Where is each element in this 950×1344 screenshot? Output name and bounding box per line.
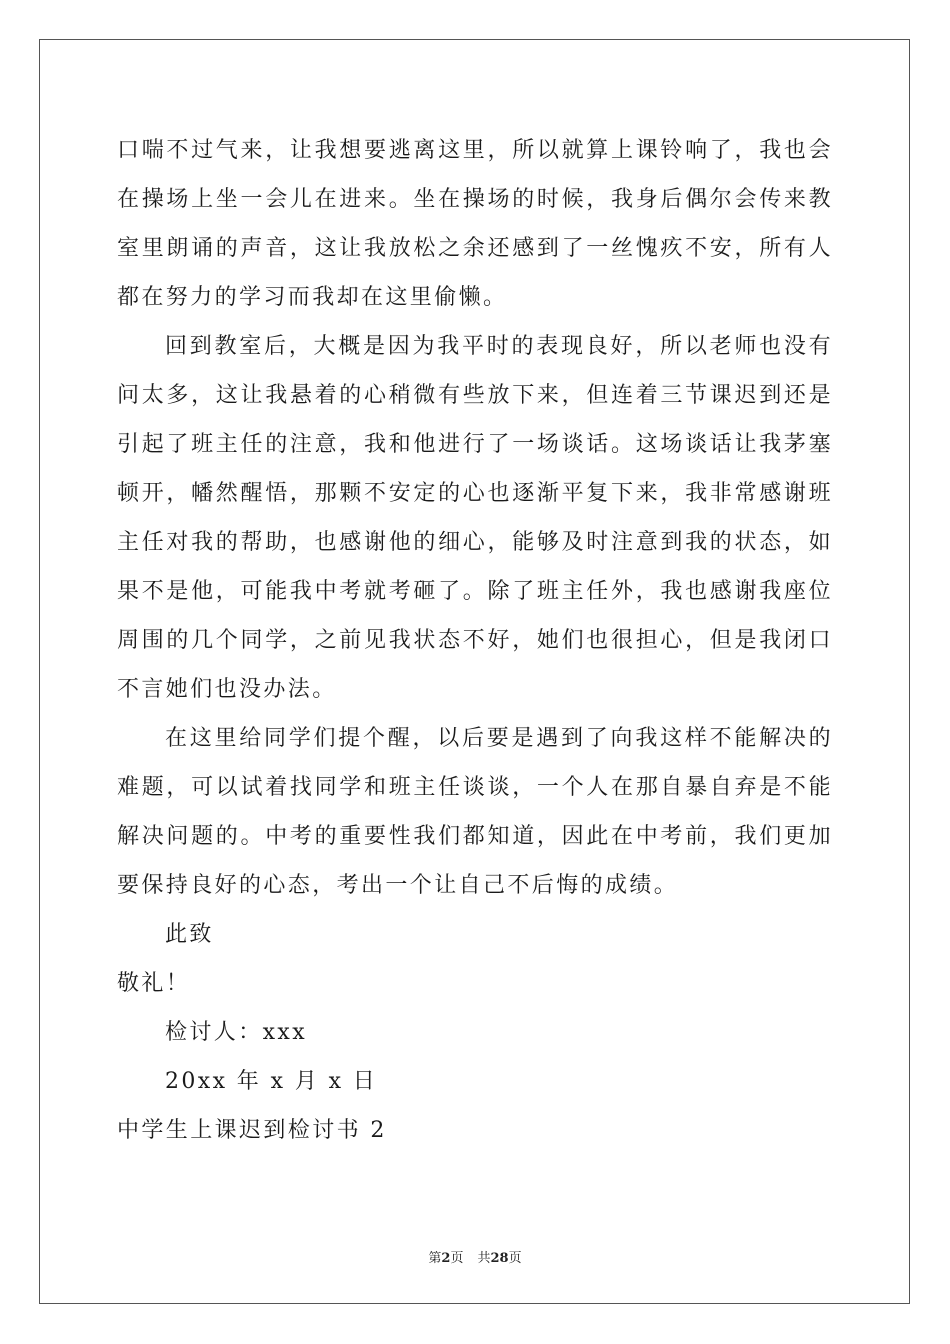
- closing-line: 此致: [165, 922, 214, 947]
- page-number: 2: [441, 1251, 451, 1266]
- paragraph-3: 在这里给同学们提个醒，以后要是遇到了向我这样不能解决的难题，可以试着找同学和班主任谈谈，一个人在那自暴自弃是不能解决问题的。中考的重要性我们都知道，因此在中考前，我们更加要保持良好的心态，考出一个让自己不后悔的成绩。: [117, 726, 833, 898]
- signer-line: 检讨人：xxx: [165, 1020, 308, 1045]
- page-footer: [0, 1247, 950, 1266]
- total-prefix: 共: [477, 1251, 491, 1266]
- page-prefix: 第: [428, 1251, 442, 1266]
- salute-line: 敬礼！: [117, 971, 191, 996]
- page-suffix: 页: [450, 1251, 464, 1266]
- next-section-title: 中学生上课迟到检讨书 2: [117, 1118, 387, 1143]
- total-suffix: 页: [508, 1251, 522, 1266]
- total-pages: 28: [490, 1251, 509, 1266]
- paragraph-2: 回到教室后，大概是因为我平时的表现良好，所以老师也没有问太多，这让我悬着的心稍微有些放下来，但连着三节课迟到还是引起了班主任的注意，我和他进行了一场谈话。这场谈话让我茅塞顿开，幡然醒悟，那颗不安定的心也逐渐平复下来，我非常感谢班主任对我的帮助，也感谢他的细心，能够及时注意到我的状态，如果不是他，可能我中考就考砸了。除了班主任外，我也感谢我座位周围的几个同学，之前见我状态不好，她们也很担心，但是我闭口不言她们也没办法。: [117, 334, 833, 702]
- date-line: 20xx 年 x 月 x 日: [165, 1069, 378, 1094]
- document-body: [117, 126, 833, 1155]
- paragraph-1: 口喘不过气来，让我想要逃离这里，所以就算上课铃响了，我也会在操场上坐一会儿在进来。坐在操场的时候，我身后偶尔会传来教室里朗诵的声音，这让我放松之余还感到了一丝愧疚不安，所有人都在努力的学习而我却在这里偷懒。: [117, 138, 833, 310]
